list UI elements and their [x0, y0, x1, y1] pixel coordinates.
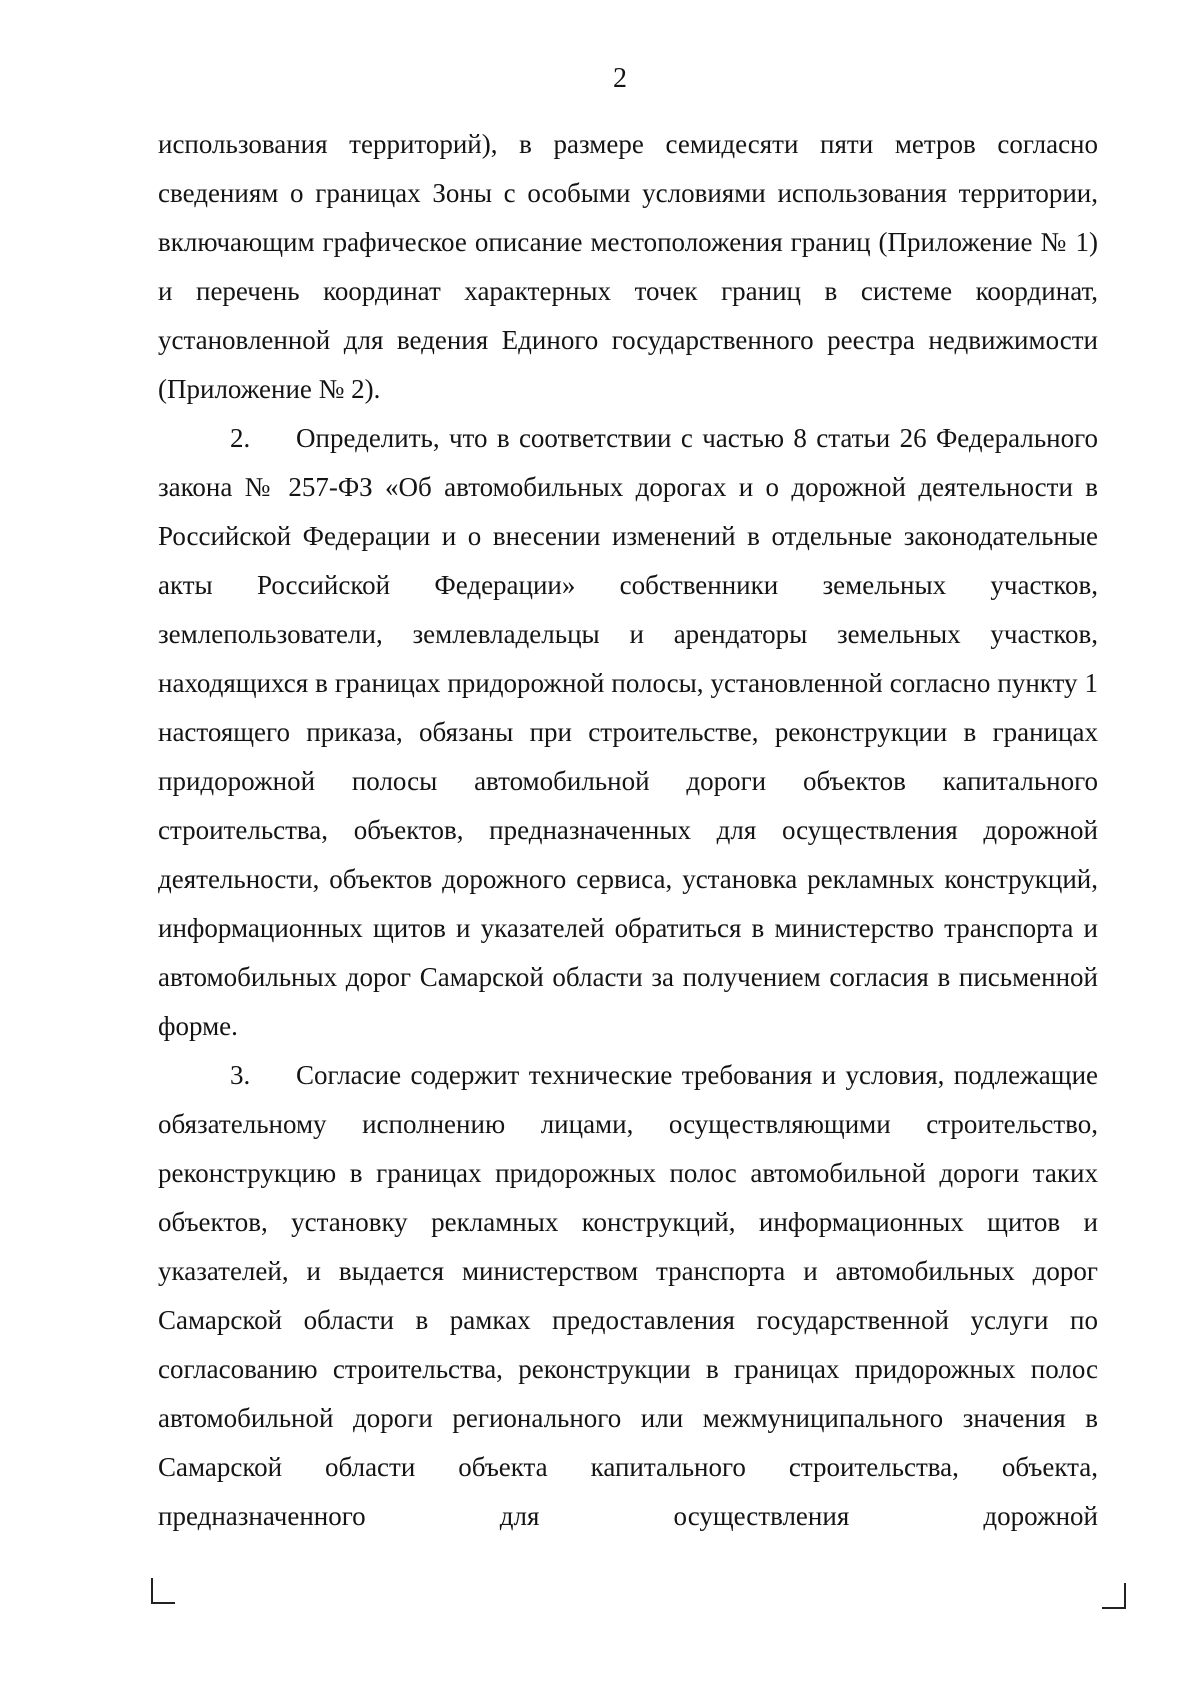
paragraph-3 [158, 1051, 1098, 1541]
paragraph-number: 2. [230, 423, 251, 453]
paragraph-2 [158, 414, 1098, 1051]
paragraph-1-continuation [158, 120, 1098, 414]
scan-corner-mark-left [151, 1578, 175, 1604]
page-number: 2 [613, 63, 627, 94]
paragraph-text: Определить, что в соответствии с частью 8 статьи 26 Федерального закона № 257-ФЗ «Об автомобильных дорогах и о дорожной деятельности в Российской Федерации и о внесении изменений в отдельные законодательные акты Российской Федерации» собственники земельных участков, землепользователи, землевладельцы и арендаторы земельных участков, находящихся в границах придорожной полосы, установленной согласно пункту 1 настоящего приказа, обязаны при строительстве, реконструкции в границах придорожной полосы автомобильной дороги объектов капитального строительства, объектов, предназначенных для осуществления дорожной деятельности, объектов дорожного сервиса, установка рекламных конструкций, информационных щитов и указателей обратиться в министерство транспорта и автомобильных дорог Самарской области за получением согласия в письменной форме. [158, 423, 1098, 1041]
paragraph-text: Согласие содержит технические требования и условия, подлежащие обязательному исполнению лицами, осуществляющими строительство, реконструкцию в границах придорожных полос автомобильной дороги таких объектов, установку рекламных конструкций, информационных щитов и указателей, и выдается министерством транспорта и автомобильных дорог Самарской области в рамках предоставления государственной услуги по согласованию строительства, реконструкции в границах придорожных полос автомобильной дороги регионального или межмуниципального значения в Самарской области объекта капитального строительства, объекта, предназначенного для осуществления дорожной [158, 1060, 1098, 1531]
document-body [158, 120, 1098, 1541]
paragraph-text: использования территорий), в размере семидесяти пяти метров согласно сведениям о границах Зоны с особыми условиями использования территории, включающим графическое описание местоположения границ (Приложение № 1) и перечень координат характерных точек границ в системе координат, установленной для ведения Единого государственного реестра недвижимости (Приложение № 2). [158, 129, 1098, 404]
scan-corner-mark-right [1102, 1583, 1126, 1609]
paragraph-number: 3. [230, 1060, 251, 1090]
